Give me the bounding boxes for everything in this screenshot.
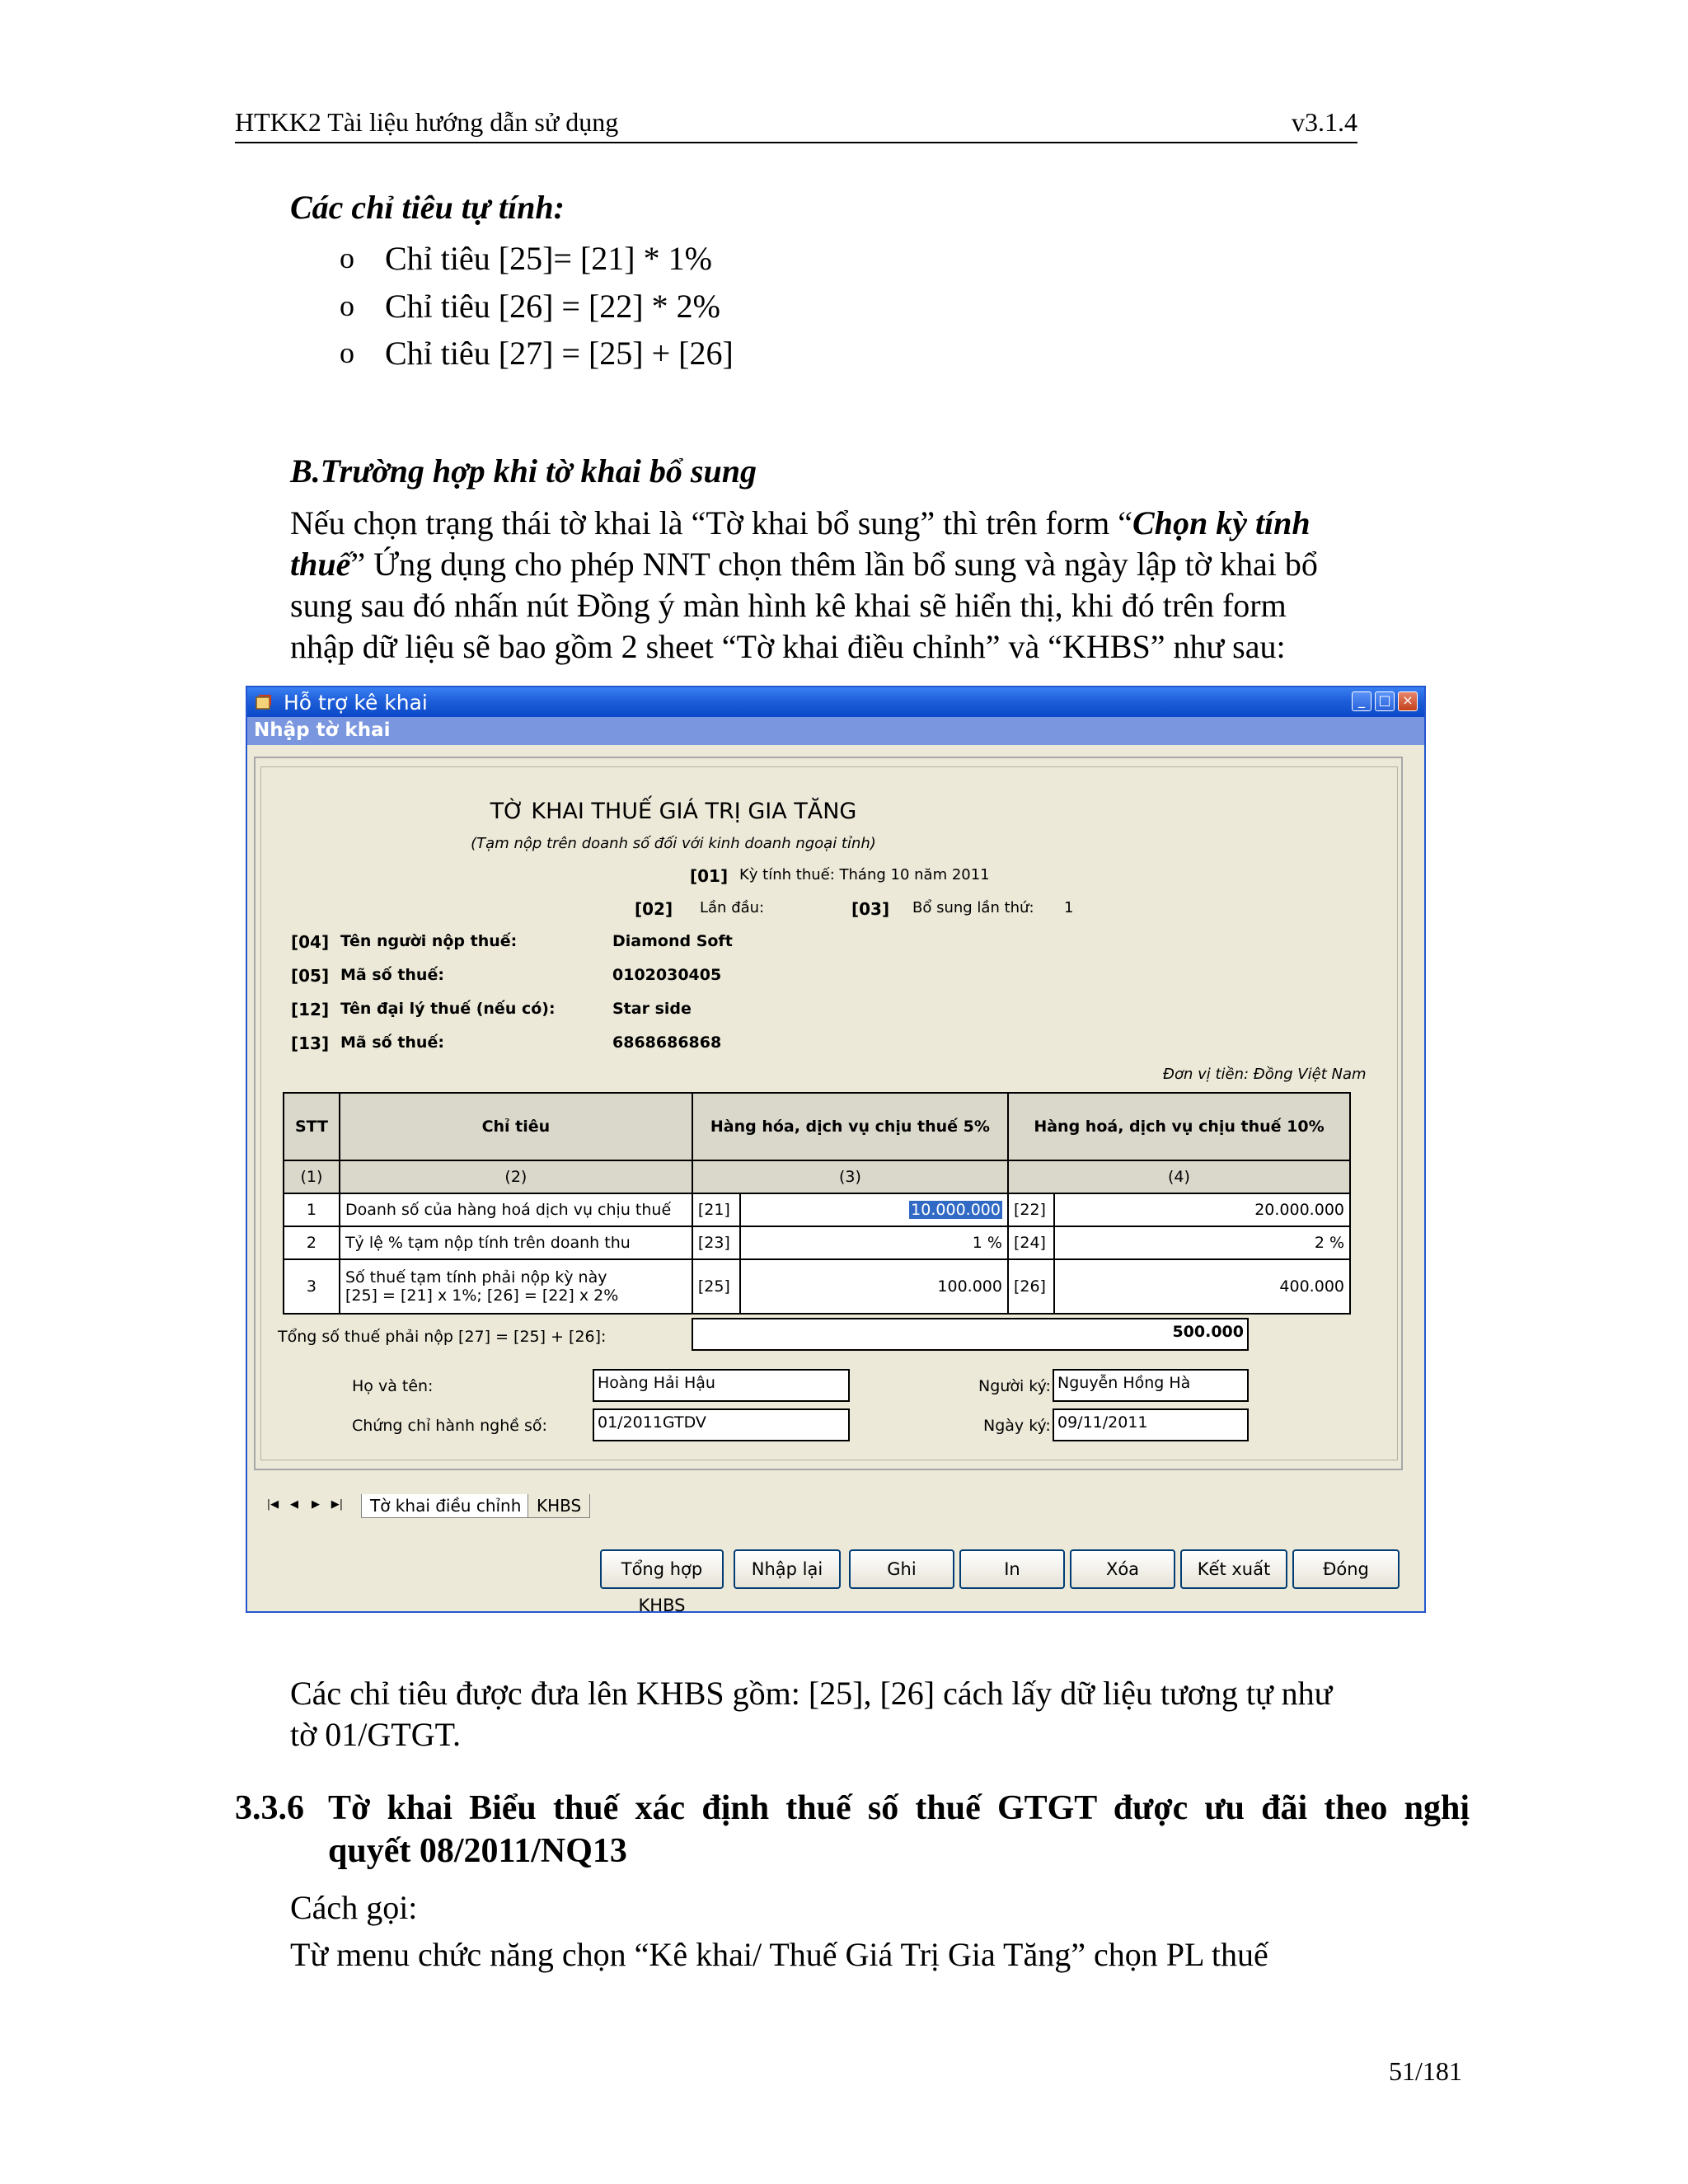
paragraph-text: ” Ứng dụng cho phép NNT chọn thêm lần bổ sung và ngày lập tờ khai bổ [350, 546, 1318, 583]
signer-input[interactable]: Nguyễn Hồng Hà [1053, 1369, 1249, 1402]
bullet-item [340, 287, 999, 328]
form-title: TỜ KHAI THUẾ GIÁ TRỊ GIA TĂNG [490, 799, 857, 824]
field-value: 6868686868 [612, 1033, 722, 1052]
emphasis-text: thuế [290, 546, 351, 583]
bullet-item [340, 239, 999, 280]
paragraph-text: Nếu chọn trạng thái tờ khai là “Tờ khai bổ sung” thì trên form “ [290, 504, 1133, 541]
close-button[interactable]: Đóng [1292, 1549, 1400, 1589]
document-header [235, 105, 1357, 143]
header-cell: Chỉ tiêu [340, 1093, 692, 1160]
field-value: Diamond Soft [612, 932, 733, 950]
row-code: [21] [692, 1193, 740, 1226]
print-button[interactable]: In [959, 1549, 1065, 1589]
row-stt: 2 [284, 1226, 340, 1259]
header-cell: Hàng hoá, dịch vụ chịu thuế 10% [1008, 1093, 1350, 1160]
section-number: 3.3.6 [235, 1789, 304, 1827]
field-code: [04] [291, 932, 330, 952]
field-value: Star side [612, 1000, 692, 1018]
section-b-line-2 [290, 544, 1318, 585]
bullet-item [340, 334, 999, 375]
row-value[interactable]: 1 % [740, 1226, 1008, 1259]
form-subtitle: (Tạm nộp trên doanh số đối với kinh doanh ngoại tỉnh) [471, 835, 876, 852]
table-row [284, 1193, 1350, 1226]
app-icon [254, 692, 274, 712]
row-stt: 1 [284, 1193, 340, 1226]
header-cell: STT [284, 1093, 340, 1160]
header-version: v3.1.4 [1292, 107, 1357, 137]
table-row [284, 1226, 1350, 1259]
row-code: [25] [692, 1259, 740, 1314]
row-value[interactable]: 2 % [1054, 1226, 1350, 1259]
section-title-line-1: Tờ khai Biểu thuế xác định thuế số thuế GTGT được ưu đãi theo nghị [328, 1789, 1470, 1827]
tab-khbs[interactable]: KHBS [528, 1494, 590, 1518]
date-label: Ngày ký: [983, 1417, 1051, 1435]
bullet-text: Chỉ tiêu [27] = [25] + [26] [385, 335, 734, 372]
section-title-line-2: quyết 08/2011/NQ13 [328, 1832, 627, 1870]
period-label: Kỳ tính thuế: Tháng 10 năm 2011 [739, 866, 990, 883]
header-title: HTKK2 Tài liệu hướng dẫn sử dụng [235, 107, 619, 137]
total-label: Tổng số thuế phải nộp [27] = [25] + [26]: [278, 1328, 607, 1346]
after-window-line-2: tờ 01/GTGT. [290, 1716, 462, 1753]
field-code: [05] [291, 966, 330, 986]
row-label-cell [340, 1259, 692, 1314]
bullet-mark: o [340, 289, 354, 322]
row-label: Số thuế tạm tính phải nộp kỳ này [345, 1268, 607, 1286]
row-code: [24] [1008, 1226, 1054, 1259]
field-code: [13] [291, 1033, 330, 1053]
first-sheet-icon[interactable]: |◀ [266, 1498, 279, 1511]
export-button[interactable]: Kết xuất [1180, 1549, 1287, 1589]
table-header-row [284, 1093, 1350, 1160]
subheader-cell: (3) [692, 1160, 1008, 1193]
row-label: Doanh số của hàng hoá dịch vụ chịu thuế [340, 1193, 692, 1226]
row-code: [26] [1008, 1259, 1054, 1314]
sheet-tab-bar [259, 1493, 1330, 1521]
tab-to-khai-dieu-chinh[interactable]: Tờ khai điều chỉnh [361, 1494, 530, 1518]
section-b-heading: B.Trường hợp khi tờ khai bổ sung [290, 452, 757, 490]
field-label: Mã số thuế: [340, 966, 444, 984]
first-label: Lần đầu: [700, 899, 765, 916]
after-window-line-1: Các chỉ tiêu được đưa lên KHBS gồm: [25], [26] cách lấy dữ liệu tương tự như [290, 1675, 1333, 1712]
next-sheet-icon[interactable]: ▶ [312, 1498, 320, 1511]
save-button[interactable]: Ghi [849, 1549, 954, 1589]
row-code: [23] [692, 1226, 740, 1259]
tax-table [283, 1092, 1351, 1315]
subheader-cell: (1) [284, 1160, 340, 1193]
row-label-formula: [25] = [21] x 1%; [26] = [22] x 2% [345, 1286, 619, 1305]
cert-input[interactable]: 01/2011GTDV [593, 1408, 850, 1441]
reenter-button[interactable]: Nhập lại [734, 1549, 841, 1589]
window-title: Hỗ trợ kê khai [284, 691, 428, 715]
subheader-cell: (4) [1008, 1160, 1350, 1193]
date-input[interactable]: 09/11/2011 [1053, 1408, 1249, 1441]
section-336-line-1: Cách gọi: [290, 1889, 418, 1926]
prev-sheet-icon[interactable]: ◀ [290, 1498, 298, 1511]
total-value: 500.000 [692, 1318, 1249, 1351]
supp-label: Bổ sung lần thứ: [912, 899, 1034, 916]
field-code: [12] [291, 1000, 330, 1019]
summary-khbs-button[interactable]: Tổng hợp KHBS [600, 1549, 724, 1589]
tax-form [260, 766, 1398, 1460]
first-code: [02] [635, 899, 673, 919]
currency-note: Đơn vị tiền: Đồng Việt Nam [1163, 1066, 1367, 1083]
app-window-screenshot [246, 686, 1426, 1613]
period-code: [01] [690, 866, 729, 886]
bullet-text: Chỉ tiêu [26] = [22] * 2% [385, 288, 720, 325]
supp-code: [03] [851, 899, 890, 919]
name-input[interactable]: Hoàng Hải Hậu [593, 1369, 850, 1402]
supp-value: 1 [1064, 899, 1074, 916]
row-value-selected[interactable]: 10.000.000 [911, 1201, 1001, 1219]
bullet-mark: o [340, 241, 354, 274]
table-subheader-row [284, 1160, 1350, 1193]
field-label: Mã số thuế: [340, 1033, 444, 1052]
last-sheet-icon[interactable]: ▶| [331, 1498, 344, 1511]
section-b-line-3: sung sau đó nhấn nút Đồng ý màn hình kê khai sẽ hiển thị, khi đó trên form [290, 587, 1287, 624]
delete-button[interactable]: Xóa [1070, 1549, 1175, 1589]
page-number: 51/181 [1389, 2056, 1462, 2086]
row-code: [22] [1008, 1193, 1054, 1226]
row-value-cell[interactable] [740, 1193, 1008, 1226]
maximize-icon[interactable]: □ [1375, 691, 1395, 711]
button-row [247, 1536, 1424, 1615]
field-value: 0102030405 [612, 966, 722, 984]
window-titlebar[interactable] [247, 687, 1424, 717]
section-a-heading: Các chỉ tiêu tự tính: [290, 189, 565, 226]
row-value[interactable]: 100.000 [740, 1259, 1008, 1314]
minimize-icon[interactable]: _ [1352, 691, 1372, 711]
header-cell: Hàng hóa, dịch vụ chịu thuế 5% [692, 1093, 1008, 1160]
signer-label: Người ký: [978, 1377, 1051, 1395]
name-label: Họ và tên: [352, 1377, 434, 1395]
field-label: Tên đại lý thuế (nếu có): [340, 1000, 556, 1018]
section-b-line-4: nhập dữ liệu sẽ bao gồm 2 sheet “Tờ khai điều chỉnh” và “KHBS” như sau: [290, 628, 1286, 665]
table-row [284, 1259, 1350, 1314]
row-value[interactable]: 20.000.000 [1054, 1193, 1350, 1226]
section-336-line-2: Từ menu chức năng chọn “Kê khai/ Thuế Giá Trị Gia Tăng” chọn PL thuế [290, 1936, 1268, 1973]
window-subtitle: Nhập tờ khai [254, 719, 391, 741]
row-value[interactable]: 400.000 [1054, 1259, 1350, 1314]
row-label: Tỷ lệ % tạm nộp tính trên doanh thu [340, 1226, 692, 1259]
field-label: Tên người nộp thuế: [340, 932, 518, 950]
window-subtitle-bar [247, 717, 1424, 745]
emphasis-text: Chọn kỳ tính [1132, 504, 1311, 541]
row-stt: 3 [284, 1259, 340, 1314]
section-b-line-1 [290, 503, 1311, 544]
cert-label: Chứng chỉ hành nghề số: [352, 1417, 547, 1435]
bullet-text: Chỉ tiêu [25]= [21] * 1% [385, 240, 712, 277]
bullet-mark: o [340, 336, 354, 369]
close-icon[interactable]: × [1398, 691, 1418, 711]
subheader-cell: (2) [340, 1160, 692, 1193]
